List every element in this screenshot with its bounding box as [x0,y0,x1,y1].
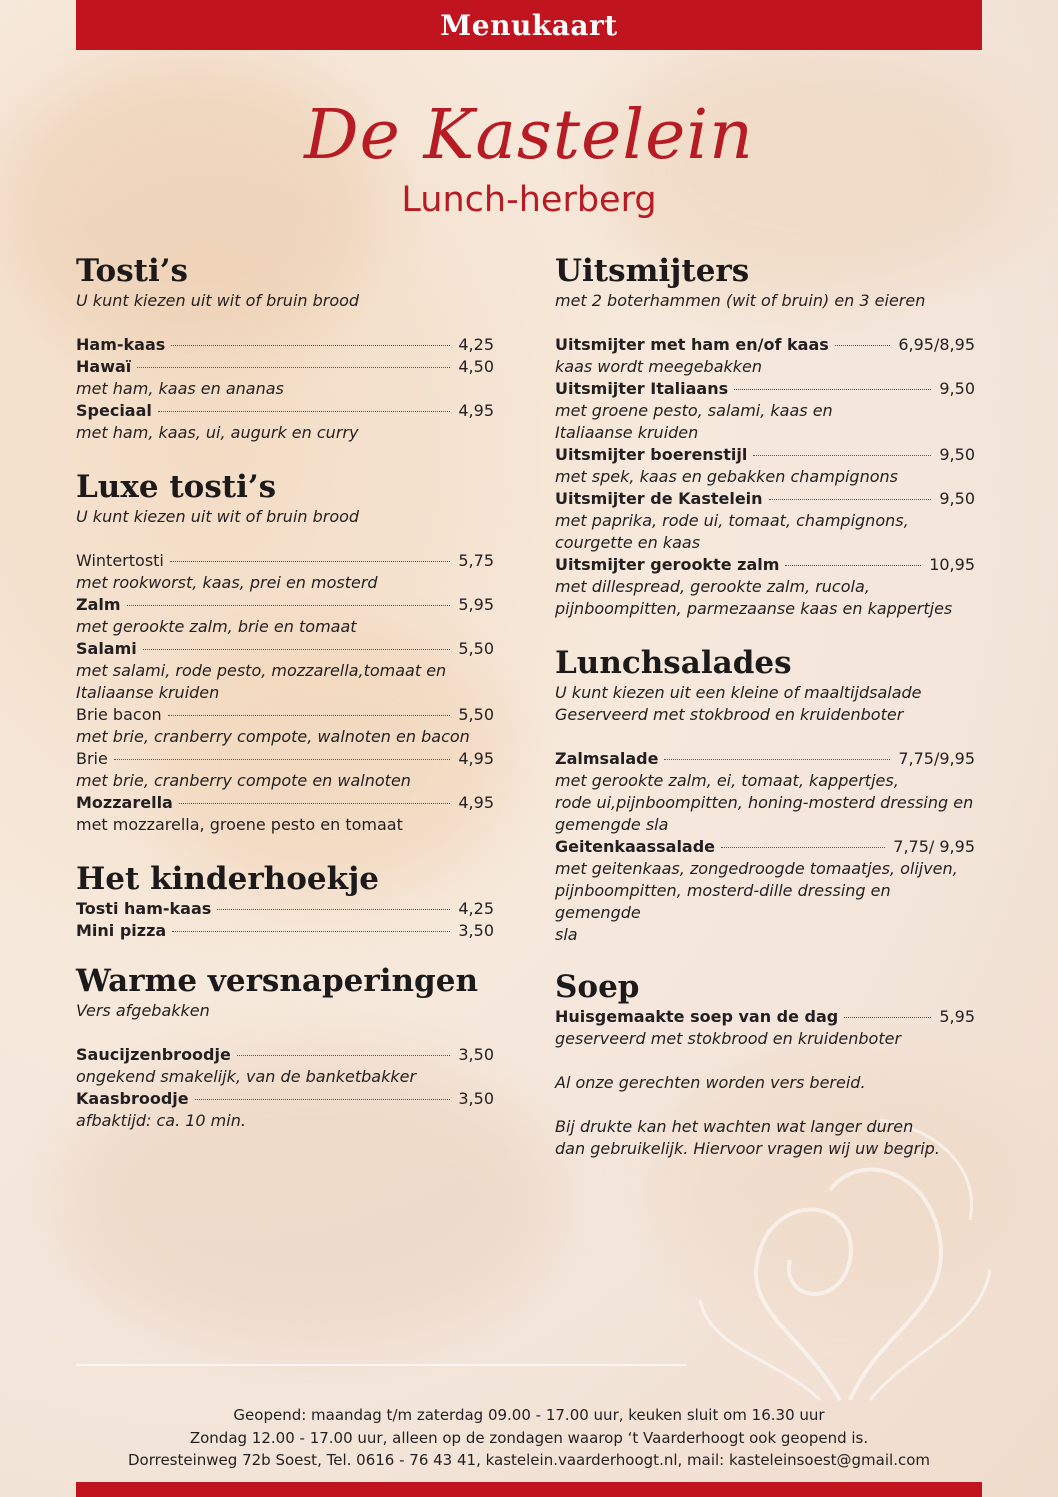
contact-info: Dorresteinweg 72b Soest, Tel. 0616 - 76 43 41, kastelein.vaarderhoogt.nl, mail: kasteleinsoest@gmail.com [127,1451,930,1469]
menu-item [76,1044,494,1066]
menu-item [76,400,494,422]
item-name: Geitenkaassalade [555,837,716,856]
item-price: 5,75 [458,551,494,570]
left-column [76,252,494,1132]
item-desc: pijnboompitten, mosterd-dille dressing en gemengde [555,881,891,922]
item-name: Uitsmijter gerookte zalm [555,555,780,574]
section-subtitle: met 2 boterhammen (wit of bruin) en 3 eieren [555,291,926,310]
item-desc: met mozzarella, groene pesto en tomaat [76,815,403,834]
item-desc: met rookworst, kaas, prei en mosterd [76,573,378,592]
section-subtitle: U kunt kiezen uit wit of bruin brood [76,291,360,310]
item-name: Huisgemaakte soep van de dag [555,1007,839,1026]
item-name: Zalmsalade [555,749,659,768]
note: Al onze gerechten worden vers bereid. [555,1073,866,1092]
item-price: 9,50 [939,445,975,464]
menu-item [76,594,494,616]
item-desc: met dillespread, gerookte zalm, rucola, [555,577,870,596]
item-desc: met gerookte zalm, ei, tomaat, kappertjes, [555,771,899,790]
item-price: 4,95 [458,793,494,812]
item-price: 4,50 [458,357,494,376]
item-price: 6,95/8,95 [898,335,975,354]
item-desc: met geitenkaas, zongedroogde tomaatjes, olijven, [555,859,958,878]
section-title: Luxe tosti’s [76,469,277,505]
item-desc: met ham, kaas, ui, augurk en curry [76,423,359,442]
menu-item [76,704,494,726]
item-desc: pijnboompitten, parmezaanse kaas en kappertjes [555,599,953,618]
section-subtitle: U kunt kiezen uit een kleine of maaltijdsalade [555,683,922,702]
footer-divider [76,1364,686,1366]
item-price: 3,50 [458,1089,494,1108]
item-name: Wintertosti [76,551,164,570]
section-kinderhoekje [76,860,494,942]
item-name: Zalm [76,595,121,614]
menu-item [76,898,494,920]
menu-item [76,920,494,942]
section-title: Lunchsalades [555,645,792,681]
section-title: Tosti’s [76,253,188,289]
item-desc: met gerookte zalm, brie en tomaat [76,617,357,636]
item-desc: geserveerd met stokbrood en kruidenboter [555,1029,902,1048]
item-desc: met spek, kaas en gebakken champignons [555,467,898,486]
opening-hours: Geopend: maandag t/m zaterdag 09.00 - 17.00 uur, keuken sluit om 16.30 uur [233,1406,825,1424]
item-price: 3,50 [458,1045,494,1064]
item-price: 4,25 [458,335,494,354]
item-desc: met brie, cranberry compote en walnoten [76,771,411,790]
menu-item [555,1006,975,1028]
item-name: Salami [76,639,137,658]
item-desc: met brie, cranberry compote, walnoten en bacon [76,727,470,746]
item-desc: afbaktijd: ca. 10 min. [76,1111,246,1130]
menu-item [76,792,494,814]
menu-item [76,748,494,770]
section-title: Warme versnaperingen [76,963,478,999]
section-subtitle: Geserveerd met stokbrood en kruidenboter [555,705,904,724]
header-bar [76,0,982,50]
item-name: Tosti ham-kaas [76,899,212,918]
item-name: Uitsmijter Italiaans [555,379,729,398]
footer [0,1404,1058,1472]
item-price: 5,50 [458,705,494,724]
menu-item [76,550,494,572]
logo-name: De Kastelein [304,96,754,175]
menu-item [555,488,975,510]
item-price: 5,95 [939,1007,975,1026]
item-desc: ongekend smakelijk, van de banketbakker [76,1067,417,1086]
item-desc: courgette en kaas [555,533,701,552]
item-name: Brie bacon [76,705,162,724]
item-desc: met paprika, rode ui, tomaat, champignons, [555,511,909,530]
section-tostis [76,252,494,444]
item-name: Saucijzenbroodje [76,1045,231,1064]
item-name: Speciaal [76,401,152,420]
item-name: Ham-kaas [76,335,166,354]
section-title: Soep [555,969,640,1005]
item-name: Hawaï [76,357,132,376]
item-desc: rode ui,pijnboompitten, honing-mosterd dressing en [555,793,974,812]
menu-item [76,638,494,660]
bottom-bar [76,1482,982,1497]
note: dan gebruikelijk. Hiervoor vragen wij uw begrip. [555,1139,940,1158]
item-price: 5,50 [458,639,494,658]
menu-item [555,836,975,858]
menu-item [76,1088,494,1110]
item-price: 3,50 [458,921,494,940]
item-price: 4,95 [458,401,494,420]
right-column [555,252,975,1160]
section-lunchsalades [555,644,975,946]
item-name: Mozzarella [76,793,173,812]
item-price: 10,95 [929,555,975,574]
section-uitsmijters [555,252,975,620]
sunday-hours: Zondag 12.00 - 17.00 uur, alleen op de zondagen waarop ‘t Vaarderhoogt ook geopend is. [189,1428,869,1447]
section-luxe-tostis [76,468,494,836]
menu-item [555,378,975,400]
item-name: Kaasbroodje [76,1089,189,1108]
menu-item [555,554,975,576]
item-desc: met ham, kaas en ananas [76,379,284,398]
item-desc: kaas wordt meegebakken [555,357,763,376]
menu-item [555,748,975,770]
menu-item [555,334,975,356]
item-price: 7,75/ 9,95 [893,837,975,856]
section-subtitle: Vers afgebakken [76,1001,210,1020]
item-name: Uitsmijter de Kastelein [555,489,763,508]
item-price: 5,95 [458,595,494,614]
item-desc: Italiaanse kruiden [76,683,220,702]
item-price: 9,50 [939,379,975,398]
item-desc: met salami, rode pesto, mozzarella,tomaat en [76,661,447,680]
item-name: Brie [76,749,108,768]
item-desc: Italiaanse kruiden [555,423,699,442]
item-price: 7,75/9,95 [898,749,975,768]
note: Bij drukte kan het wachten wat langer duren [555,1117,914,1136]
section-title: Het kinderhoekje [76,861,380,897]
item-desc: gemengde sla [555,815,669,834]
item-desc: met groene pesto, salami, kaas en [555,401,833,420]
item-name: Mini pizza [76,921,167,940]
section-subtitle: U kunt kiezen uit wit of bruin brood [76,507,360,526]
item-price: 4,95 [458,749,494,768]
menu-item [76,356,494,378]
section-warme-versnaperingen [76,962,494,1132]
section-title: Uitsmijters [555,253,750,289]
logo-subtitle: Lunch-herberg [401,180,657,220]
item-desc: sla [555,925,578,944]
header-title: Menukaart [440,9,618,42]
item-price: 9,50 [939,489,975,508]
menu-item [555,444,975,466]
item-price: 4,25 [458,899,494,918]
menu-item [76,334,494,356]
item-name: Uitsmijter met ham en/of kaas [555,335,829,354]
section-soep [555,968,975,1160]
item-name: Uitsmijter boerenstijl [555,445,748,464]
